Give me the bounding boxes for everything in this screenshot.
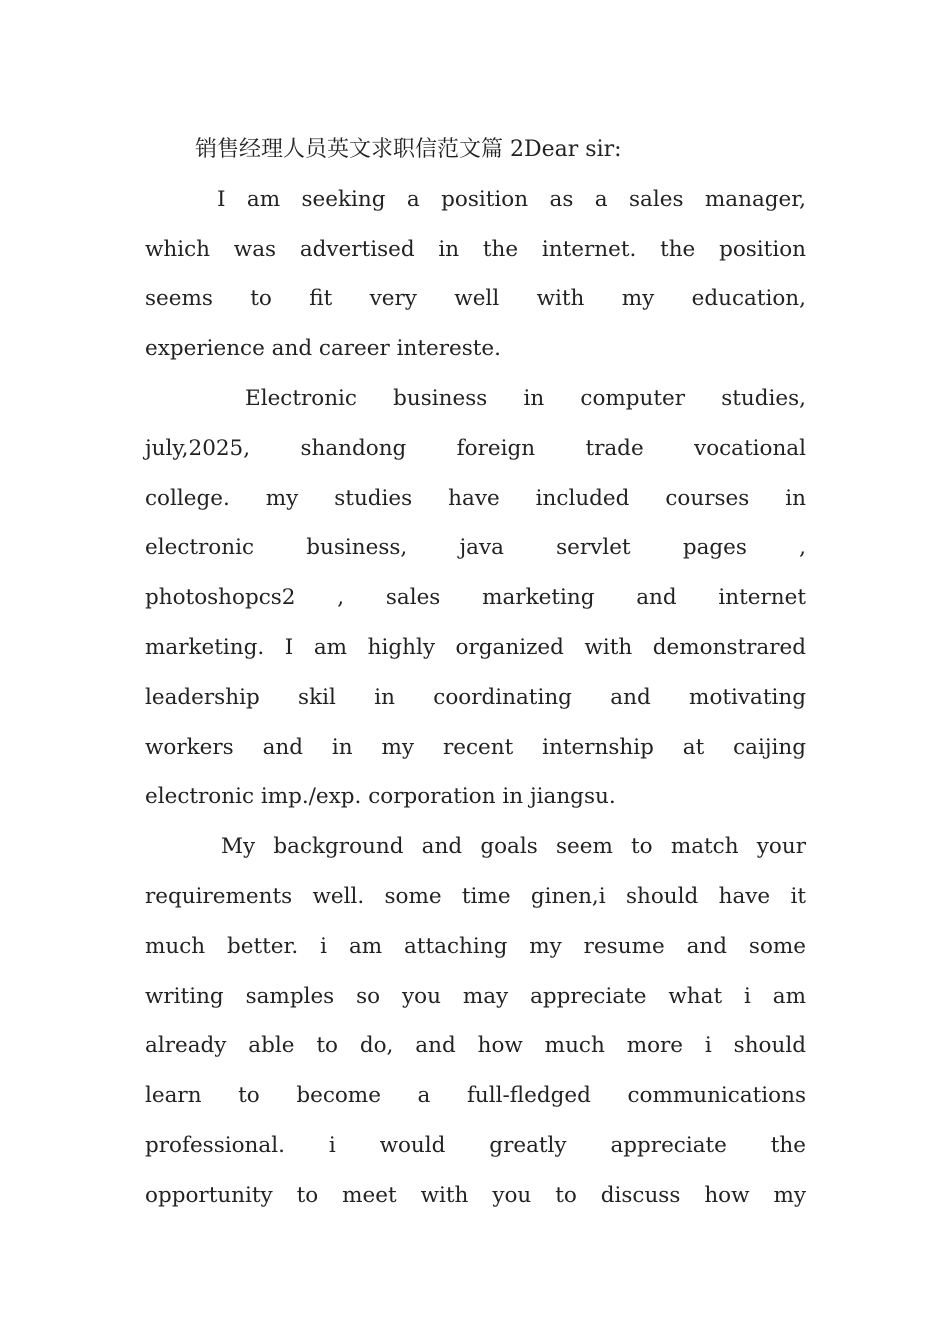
- paragraph-line: electronic business, java servlet pages ,: [145, 535, 806, 561]
- paragraph-line: professional. i would greatly appreciate the: [145, 1132, 806, 1158]
- paragraph-line: requirements well. some time ginen,i should have it: [145, 883, 806, 909]
- paragraph-line: writing samples so you may appreciate what i am: [145, 983, 806, 1009]
- paragraph-line: workers and in my recent internship at caijing: [145, 734, 806, 760]
- letter-heading: 销售经理人员英文求职信范文篇 2Dear sir:: [195, 137, 622, 162]
- paragraph-line: I am seeking a position as a sales manager,: [217, 186, 806, 212]
- paragraph-1: [145, 175, 806, 374]
- paragraph-line: seems to fit very well with my education,: [145, 286, 806, 312]
- paragraph-line: college. my studies have included courses in: [145, 485, 806, 511]
- paragraph-line: which was advertised in the internet. the position: [145, 236, 806, 262]
- paragraph-line: My background and goals seem to match your: [221, 834, 806, 860]
- paragraph-line: learn to become a full-fledged communications: [145, 1083, 806, 1109]
- paragraph-line: photoshopcs2 , sales marketing and internet: [145, 585, 806, 611]
- paragraph-2: [145, 374, 806, 822]
- paragraph-line: experience and career intereste.: [145, 336, 501, 362]
- paragraph-line: electronic imp./exp. corporation in jiangsu.: [145, 784, 616, 810]
- paragraph-line: leadership skil in coordinating and motivating: [145, 684, 806, 710]
- paragraph-line: much better. i am attaching my resume and some: [145, 933, 806, 959]
- paragraph-line: july,2025, shandong foreign trade vocational: [145, 435, 806, 461]
- paragraph-line: marketing. I am highly organized with demonstrared: [145, 634, 806, 660]
- paragraph-line: already able to do, and how much more i should: [145, 1033, 806, 1059]
- paragraph-line: Electronic business in computer studies,: [245, 385, 806, 411]
- letter-body: [145, 125, 806, 1221]
- paragraph-line: opportunity to meet with you to discuss how my: [145, 1182, 806, 1208]
- paragraph-3: [145, 822, 806, 1220]
